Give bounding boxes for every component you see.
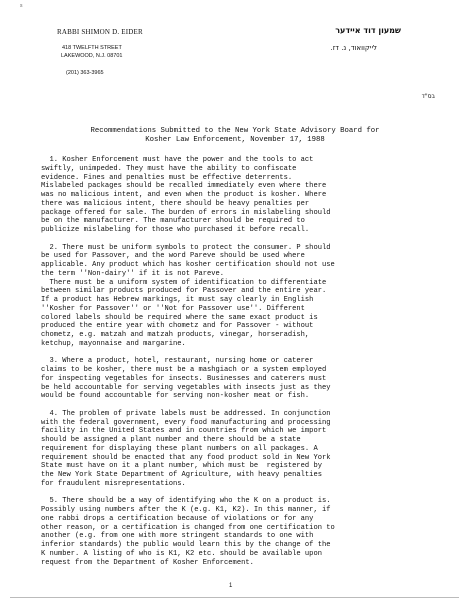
paragraph-line: there was malicious intent, there should be heavy penalties per [41, 199, 310, 208]
paragraph-line: be used for Passover, and the word Pareve should be used where [41, 252, 305, 261]
paragraph-line: requirement should be enacted that any food product sold in New York [41, 453, 331, 462]
letterhead-name: RABBI SHIMON D. EIDER [57, 28, 143, 36]
paragraph-line: with the federal government, every food manufacturing and processing [41, 418, 331, 427]
letterhead-hebrew-city: לייקוואוד, נ. דז. [330, 44, 377, 52]
paragraph-line: swiftly, unimpeded. They must have the ability to confiscate [41, 164, 297, 173]
paragraph-line: Possibly using numbers after the K (e.g. K1, K2). In this manner, if [41, 506, 331, 514]
paragraph-line: the term ''Non-dairy'' if it is not Pareve. [41, 269, 225, 278]
paragraph-line: claims to be kosher, there must be a mashgiach or a system employed [41, 366, 327, 374]
paragraph-line: 1. Kosher Enforcement must have the power and the tools to act [41, 156, 314, 164]
paragraph-line: was no malicious intent, and even when the product is kosher. Where [41, 191, 327, 199]
paragraph-2 [41, 244, 441, 349]
paragraph-line: would be found accountable for serving non-kosher meat or fish. [41, 392, 310, 401]
paragraph-line: K number. A listing of who is K1, K2 etc. should be available upon [41, 549, 322, 558]
page-number: 1 [229, 583, 233, 589]
title-line: Recommendations Submitted to the New York State Advisory Board for [90, 127, 380, 135]
letterhead-hebrew-name: שמעון דוד איידער [335, 26, 401, 35]
paragraph-line: one rabbi drops a certification because of violations or for any [41, 514, 314, 523]
paragraph-line: be held accountable for serving vegetables with insects just as they [41, 383, 331, 392]
paragraph-line: 5. There should be a way of identifying who the K on a product is. [41, 497, 331, 506]
paragraph-line: chometz, e.g. matzah and matzah products, vinegar, horseradish, [41, 331, 310, 339]
hebrew-bsd-mark: בס"ד [421, 93, 435, 100]
paragraph-line: should be assigned a plant number and there should be a state [41, 436, 301, 444]
paragraph-line: ''Kosher for Passover'' or ''Not for Passover use''. Different [41, 304, 305, 313]
paragraph-line: request from the Department of Kosher Enforcement. [41, 558, 254, 567]
paragraph-3 [41, 357, 441, 401]
paragraph-5 [41, 497, 441, 567]
paragraph-line: package offered for sale. The burden of errors in mislabeling should [41, 208, 331, 217]
paragraph-line: for fraudulent misrepresentations. [41, 479, 186, 488]
paragraph-line: applicable. Any product which has kosher certification should not use [41, 261, 335, 269]
title-line: Kosher Law Enforcement, November 17, 1988 [145, 136, 325, 145]
paragraph-1 [41, 156, 441, 235]
paragraph-line: be on the manufacturer. The manufacturer should be required to [41, 217, 305, 226]
letterhead-phone: (201) 363-3965 [66, 70, 104, 76]
paragraph-line: evidence. Fines and penalties must be effective deterrents. [41, 173, 293, 182]
paragraph-line: the New York State Department of Agriculture, with heavy penalties [41, 471, 322, 479]
paragraph-line: 2. There must be uniform symbols to protect the consumer. P should [41, 243, 331, 252]
paragraph-line: for inspecting vegetables for insects. Businesses and caterers must [41, 374, 327, 383]
paragraph-line: publicize mislabeling for those who purchased it before recall. [41, 226, 310, 234]
paragraph-line: If a product has Hebrew markings, it must say clearly in English [41, 296, 314, 304]
paragraph-line: between similar products produced for Passover and the entire year. [41, 287, 327, 296]
document-title [40, 127, 430, 145]
paragraph-line: 3. Where a product, hotel, restaurant, nursing home or caterer [41, 357, 314, 366]
paragraph-line: facility in the United States and in countries from which we import [41, 427, 327, 436]
bottom-edge-line [10, 597, 459, 598]
paragraph-line: Mislabeled packages should be recalled immediately even where there [41, 182, 327, 191]
paragraph-line: State must have on it a plant number, which must be registered by [41, 462, 322, 471]
letterhead-address-line1: 418 TWELFTH STREET [62, 45, 122, 51]
paragraph-line: produced the entire year with chometz and for Passover - without [41, 322, 314, 331]
paragraph-line: colored labels should be required where the same exact product is [41, 313, 318, 322]
corner-mark: s [20, 3, 23, 9]
document-body [41, 156, 441, 576]
paragraph-line: 4. The problem of private labels must be addressed. In conjunction [41, 409, 331, 418]
paragraph-line: other reason, or a certification is changed from one certification to [41, 523, 335, 532]
paragraph-line: requirement for displaying these plant numbers on all packages. A [41, 444, 318, 453]
letterhead-address-line2: LAKEWOOD, N.J. 08701 [61, 53, 123, 59]
paragraph-line: There must be a uniform system of identification to differentiate [41, 278, 327, 287]
paragraph-line: ketchup, mayonnaise and margarine. [41, 339, 186, 348]
paragraph-line: another (e.g. from one with more stringent standards to one with [41, 532, 314, 541]
paragraph-line: inferior standards) the public would learn this by the change of the [41, 541, 331, 549]
paragraph-4 [41, 410, 441, 489]
